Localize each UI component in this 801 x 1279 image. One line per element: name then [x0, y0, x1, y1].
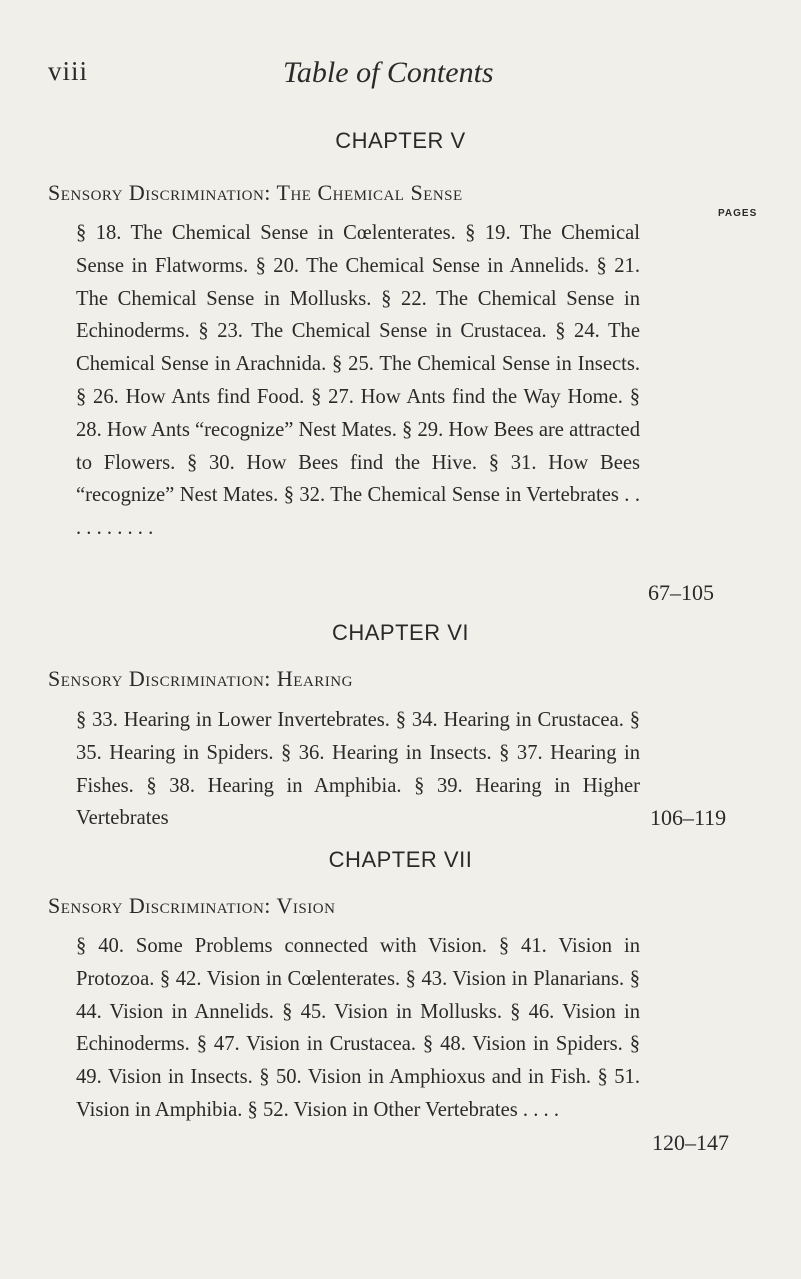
chapter-vi-title: Sensory Discrimination: Hearing: [48, 666, 353, 691]
chapter-v-pages: 67–105: [648, 580, 714, 605]
chapter-vii-heading: CHAPTER VII: [328, 847, 473, 872]
chapter-v-title: Sensory Discrimination: The Chemical Sense: [48, 180, 463, 205]
chapter-v-contents: § 18. The Chemical Sense in Cœlenterates. § 19. The Chemical Sense in Flatworms. § 20. The Chemical Sense in Annelids. § 21. The Chemical Sense in Mollusks. § 22. The Chemical Sense in Echinoderms. § 23. The Chemical Sense in Crustacea. § 24. The Chemical Sense in Arachnida. § 25. The Chemical Sense in Insects. § 26. How Ants find Food. § 27. How Ants find the Way Home. § 28. How Ants “recognize” Nest Mates. § 29. How Bees are attracted to Flowers. § 30. How Bees find the Hive. § 31. How Bees “recognize” Nest Mates. § 32. The Chemical Sense in Vertebrates . . . . . . . . . .: [76, 222, 640, 540]
chapter-vi-heading: CHAPTER VI: [331, 620, 470, 645]
running-title: Table of Contents: [283, 56, 494, 89]
chapter-v-heading: CHAPTER V: [335, 128, 466, 153]
page-number: viii: [48, 56, 89, 86]
chapter-vi-pages: 106–119: [650, 805, 727, 830]
chapter-vi-contents: § 33. Hearing in Lower Invertebrates. § 34. Hearing in Crustacea. § 35. Hearing in Spiders. § 36. Hearing in Insects. § 37. Hearing in Fishes. § 38. Hearing in Amphibia. § 39. Hearing in Higher Vertebrates: [76, 709, 640, 830]
pages-label: PAGES: [718, 208, 758, 219]
chapter-vii-contents: § 40. Some Problems connected with Vision. § 41. Vision in Protozoa. § 42. Vision in Cœlenterates. § 43. Vision in Planarians. § 44. Vision in Annelids. § 45. Vision in Mollusks. § 46. Vision in Echinoderms. § 47. Vision in Crustacea. § 48. Vision in Spiders. § 49. Vision in Insects. § 50. Vision in Amphioxus and in Fish. § 51. Vision in Amphibia. § 52. Vision in Other Vertebrates . . . .: [76, 935, 640, 1121]
chapter-vii-title: Sensory Discrimination: Vision: [48, 893, 336, 918]
chapter-vii-pages: 120–147: [652, 1130, 729, 1155]
